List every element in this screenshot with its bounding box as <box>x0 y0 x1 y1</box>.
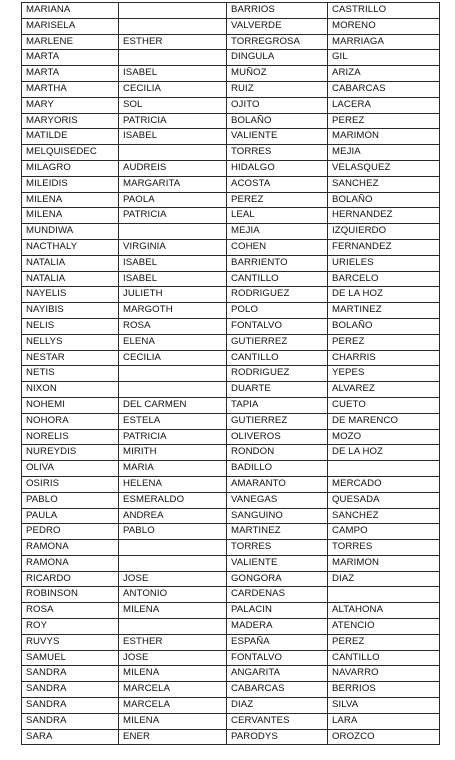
first-name-cell: PEDRO <box>22 524 119 540</box>
middle-name-cell <box>119 18 227 34</box>
first-surname-cell: FONTALVO <box>227 650 328 666</box>
middle-name-cell: SOL <box>119 97 227 113</box>
middle-name-cell <box>119 619 227 635</box>
middle-name-cell <box>119 555 227 571</box>
first-name-cell: NATALIA <box>22 255 119 271</box>
table-row <box>22 634 440 650</box>
second-surname-cell: BARCELO <box>328 271 440 287</box>
second-surname-cell: MERCADO <box>328 476 440 492</box>
second-surname-cell: MOZO <box>328 429 440 445</box>
first-name-cell: SANDRA <box>22 666 119 682</box>
table-row <box>22 397 440 413</box>
first-surname-cell: HIDALGO <box>227 160 328 176</box>
first-name-cell: NORELIS <box>22 429 119 445</box>
first-name-cell: MELQUISEDEC <box>22 145 119 161</box>
second-surname-cell: LARA <box>328 713 440 729</box>
middle-name-cell: HELENA <box>119 476 227 492</box>
table-row <box>22 603 440 619</box>
table-row <box>22 334 440 350</box>
first-surname-cell: VALIENTE <box>227 555 328 571</box>
second-surname-cell: BOLAÑO <box>328 192 440 208</box>
second-surname-cell <box>328 461 440 477</box>
table-row <box>22 303 440 319</box>
first-name-cell: MILAGRO <box>22 160 119 176</box>
table-row <box>22 413 440 429</box>
first-surname-cell: DUARTE <box>227 382 328 398</box>
first-surname-cell: MEJIA <box>227 224 328 240</box>
first-name-cell: MUNDIWA <box>22 224 119 240</box>
first-name-cell: MARIANA <box>22 3 119 19</box>
first-surname-cell: DIAZ <box>227 698 328 714</box>
first-surname-cell: SANGUINO <box>227 508 328 524</box>
middle-name-cell: MARGOTH <box>119 303 227 319</box>
first-name-cell: NAYELIS <box>22 287 119 303</box>
middle-name-cell: ESMERALDO <box>119 492 227 508</box>
middle-name-cell <box>119 50 227 66</box>
first-surname-cell: RODRIGUEZ <box>227 366 328 382</box>
table-row <box>22 129 440 145</box>
middle-name-cell <box>119 145 227 161</box>
second-surname-cell: CASTRILLO <box>328 3 440 19</box>
table-row <box>22 176 440 192</box>
table-row <box>22 666 440 682</box>
first-surname-cell: TAPIA <box>227 397 328 413</box>
first-surname-cell: TORREGROSA <box>227 34 328 50</box>
first-surname-cell: BARRIENTO <box>227 255 328 271</box>
middle-name-cell: MARCELA <box>119 698 227 714</box>
table-row <box>22 50 440 66</box>
first-surname-cell: GONGORA <box>227 571 328 587</box>
second-surname-cell: MORENO <box>328 18 440 34</box>
first-name-cell: MARY <box>22 97 119 113</box>
first-surname-cell: CABARCAS <box>227 682 328 698</box>
second-surname-cell: PEREZ <box>328 634 440 650</box>
second-surname-cell <box>328 587 440 603</box>
second-surname-cell: SANCHEZ <box>328 176 440 192</box>
second-surname-cell: BERRIOS <box>328 682 440 698</box>
first-name-cell: ROSA <box>22 603 119 619</box>
table-row <box>22 587 440 603</box>
first-surname-cell: RONDON <box>227 445 328 461</box>
middle-name-cell: JOSE <box>119 571 227 587</box>
table-row <box>22 66 440 82</box>
middle-name-cell: ESTHER <box>119 34 227 50</box>
second-surname-cell: OROZCO <box>328 729 440 745</box>
second-surname-cell: CHARRIS <box>328 350 440 366</box>
first-name-cell: NELLYS <box>22 334 119 350</box>
first-surname-cell: RUIZ <box>227 81 328 97</box>
table-row <box>22 287 440 303</box>
second-surname-cell: CUETO <box>328 397 440 413</box>
table-row <box>22 682 440 698</box>
middle-name-cell <box>119 3 227 19</box>
table-row <box>22 713 440 729</box>
first-surname-cell: OLIVEROS <box>227 429 328 445</box>
second-surname-cell: DE LA HOZ <box>328 287 440 303</box>
first-surname-cell: GUTIERREZ <box>227 334 328 350</box>
middle-name-cell: CECILIA <box>119 81 227 97</box>
first-surname-cell: ESPAÑA <box>227 634 328 650</box>
middle-name-cell: PABLO <box>119 524 227 540</box>
middle-name-cell: ANTONIO <box>119 587 227 603</box>
table-row <box>22 382 440 398</box>
middle-name-cell <box>119 540 227 556</box>
first-surname-cell: COHEN <box>227 239 328 255</box>
table-row <box>22 366 440 382</box>
first-surname-cell: BARRIOS <box>227 3 328 19</box>
first-name-cell: MILENA <box>22 208 119 224</box>
first-surname-cell: TORRES <box>227 540 328 556</box>
middle-name-cell: ISABEL <box>119 255 227 271</box>
first-surname-cell: GUTIERREZ <box>227 413 328 429</box>
middle-name-cell: ANDREA <box>119 508 227 524</box>
second-surname-cell: DE MARENCO <box>328 413 440 429</box>
first-name-cell: SANDRA <box>22 698 119 714</box>
table-row <box>22 461 440 477</box>
first-name-cell: MARTHA <box>22 81 119 97</box>
table-row <box>22 350 440 366</box>
middle-name-cell: ESTHER <box>119 634 227 650</box>
first-name-cell: RAMONA <box>22 555 119 571</box>
first-name-cell: RUVYS <box>22 634 119 650</box>
middle-name-cell: MILENA <box>119 713 227 729</box>
first-surname-cell: TORRES <box>227 145 328 161</box>
first-surname-cell: BADILLO <box>227 461 328 477</box>
first-surname-cell: MUÑOZ <box>227 66 328 82</box>
first-name-cell: SANDRA <box>22 713 119 729</box>
table-row <box>22 81 440 97</box>
second-surname-cell: PEREZ <box>328 334 440 350</box>
first-name-cell: ROY <box>22 619 119 635</box>
first-name-cell: MARLENE <box>22 34 119 50</box>
first-surname-cell: ACOSTA <box>227 176 328 192</box>
first-name-cell: OLIVA <box>22 461 119 477</box>
first-name-cell: NIXON <box>22 382 119 398</box>
second-surname-cell: GIL <box>328 50 440 66</box>
first-surname-cell: RODRIGUEZ <box>227 287 328 303</box>
second-surname-cell: DE LA HOZ <box>328 445 440 461</box>
second-surname-cell: URIELES <box>328 255 440 271</box>
middle-name-cell: ELENA <box>119 334 227 350</box>
middle-name-cell: JOSE <box>119 650 227 666</box>
second-surname-cell: DIAZ <box>328 571 440 587</box>
first-surname-cell: POLO <box>227 303 328 319</box>
first-name-cell: MILENA <box>22 192 119 208</box>
table-row <box>22 555 440 571</box>
first-name-cell: OSIRIS <box>22 476 119 492</box>
table-row <box>22 208 440 224</box>
table-row <box>22 3 440 19</box>
second-surname-cell: MARRIAGA <box>328 34 440 50</box>
middle-name-cell: MARGARITA <box>119 176 227 192</box>
first-name-cell: NELIS <box>22 318 119 334</box>
first-name-cell: MATILDE <box>22 129 119 145</box>
table-row <box>22 145 440 161</box>
first-name-cell: PABLO <box>22 492 119 508</box>
middle-name-cell: AUDREIS <box>119 160 227 176</box>
middle-name-cell <box>119 366 227 382</box>
first-surname-cell: PEREZ <box>227 192 328 208</box>
table-row <box>22 34 440 50</box>
table-row <box>22 571 440 587</box>
first-name-cell: ROBINSON <box>22 587 119 603</box>
table-row <box>22 619 440 635</box>
second-surname-cell: CABARCAS <box>328 81 440 97</box>
first-surname-cell: VALVERDE <box>227 18 328 34</box>
middle-name-cell: PATRICIA <box>119 429 227 445</box>
first-name-cell: NUREYDIS <box>22 445 119 461</box>
table-row <box>22 160 440 176</box>
first-surname-cell: CANTILLO <box>227 271 328 287</box>
first-name-cell: NACTHALY <box>22 239 119 255</box>
table-row <box>22 224 440 240</box>
first-name-cell: NATALIA <box>22 271 119 287</box>
table-row <box>22 318 440 334</box>
names-table <box>21 2 440 745</box>
middle-name-cell: PATRICIA <box>119 113 227 129</box>
second-surname-cell: IZQUIERDO <box>328 224 440 240</box>
names-table-body <box>22 3 440 745</box>
second-surname-cell: QUESADA <box>328 492 440 508</box>
middle-name-cell: ENER <box>119 729 227 745</box>
second-surname-cell: MARIMON <box>328 555 440 571</box>
second-surname-cell: ARIZA <box>328 66 440 82</box>
middle-name-cell: MARCELA <box>119 682 227 698</box>
second-surname-cell: MARTINEZ <box>328 303 440 319</box>
table-row <box>22 524 440 540</box>
first-name-cell: MARISELA <box>22 18 119 34</box>
table-row <box>22 540 440 556</box>
first-surname-cell: FONTALVO <box>227 318 328 334</box>
first-surname-cell: MADERA <box>227 619 328 635</box>
second-surname-cell: MARIMON <box>328 129 440 145</box>
table-row <box>22 476 440 492</box>
first-name-cell: NOHORA <box>22 413 119 429</box>
first-name-cell: MARTA <box>22 50 119 66</box>
middle-name-cell <box>119 382 227 398</box>
second-surname-cell: PEREZ <box>328 113 440 129</box>
second-surname-cell: LACERA <box>328 97 440 113</box>
first-surname-cell: DINGULA <box>227 50 328 66</box>
table-row <box>22 271 440 287</box>
first-name-cell: NAYIBIS <box>22 303 119 319</box>
table-row <box>22 18 440 34</box>
second-surname-cell: ALVAREZ <box>328 382 440 398</box>
middle-name-cell: MARIA <box>119 461 227 477</box>
middle-name-cell: ISABEL <box>119 271 227 287</box>
second-surname-cell: HERNANDEZ <box>328 208 440 224</box>
middle-name-cell: ESTELA <box>119 413 227 429</box>
first-surname-cell: LEAL <box>227 208 328 224</box>
first-name-cell: MARYORIS <box>22 113 119 129</box>
middle-name-cell: MILENA <box>119 603 227 619</box>
second-surname-cell: CAMPO <box>328 524 440 540</box>
middle-name-cell: MIRITH <box>119 445 227 461</box>
middle-name-cell: PAOLA <box>119 192 227 208</box>
first-surname-cell: OJITO <box>227 97 328 113</box>
first-surname-cell: PARODYS <box>227 729 328 745</box>
first-name-cell: NESTAR <box>22 350 119 366</box>
first-surname-cell: VANEGAS <box>227 492 328 508</box>
second-surname-cell: VELASQUEZ <box>328 160 440 176</box>
table-row <box>22 445 440 461</box>
first-name-cell: SANDRA <box>22 682 119 698</box>
first-surname-cell: ANGARITA <box>227 666 328 682</box>
second-surname-cell: BOLAÑO <box>328 318 440 334</box>
second-surname-cell: ATENCIO <box>328 619 440 635</box>
middle-name-cell: DEL CARMEN <box>119 397 227 413</box>
second-surname-cell: CANTILLO <box>328 650 440 666</box>
first-surname-cell: BOLAÑO <box>227 113 328 129</box>
table-row <box>22 429 440 445</box>
table-row <box>22 650 440 666</box>
middle-name-cell: ROSA <box>119 318 227 334</box>
table-row <box>22 729 440 745</box>
table-row <box>22 698 440 714</box>
second-surname-cell: FERNANDEZ <box>328 239 440 255</box>
middle-name-cell: ISABEL <box>119 129 227 145</box>
first-name-cell: NOHEMI <box>22 397 119 413</box>
second-surname-cell: YEPES <box>328 366 440 382</box>
table-row <box>22 97 440 113</box>
first-name-cell: MARTA <box>22 66 119 82</box>
middle-name-cell: CECILIA <box>119 350 227 366</box>
first-surname-cell: PALACIN <box>227 603 328 619</box>
table-row <box>22 239 440 255</box>
first-name-cell: SARA <box>22 729 119 745</box>
first-surname-cell: MARTINEZ <box>227 524 328 540</box>
first-surname-cell: AMARANTO <box>227 476 328 492</box>
first-surname-cell: VALIENTE <box>227 129 328 145</box>
first-name-cell: SAMUEL <box>22 650 119 666</box>
table-row <box>22 192 440 208</box>
table-row <box>22 508 440 524</box>
table-row <box>22 113 440 129</box>
middle-name-cell: ISABEL <box>119 66 227 82</box>
first-name-cell: PAULA <box>22 508 119 524</box>
second-surname-cell: MEJIA <box>328 145 440 161</box>
second-surname-cell: NAVARRO <box>328 666 440 682</box>
middle-name-cell <box>119 224 227 240</box>
middle-name-cell: PATRICIA <box>119 208 227 224</box>
middle-name-cell: VIRGINIA <box>119 239 227 255</box>
second-surname-cell: TORRES <box>328 540 440 556</box>
second-surname-cell: SILVA <box>328 698 440 714</box>
names-sheet <box>21 2 439 745</box>
first-name-cell: RAMONA <box>22 540 119 556</box>
second-surname-cell: SANCHEZ <box>328 508 440 524</box>
middle-name-cell: MILENA <box>119 666 227 682</box>
table-row <box>22 492 440 508</box>
first-surname-cell: CERVANTES <box>227 713 328 729</box>
first-surname-cell: CARDENAS <box>227 587 328 603</box>
first-name-cell: MILEIDIS <box>22 176 119 192</box>
second-surname-cell: ALTAHONA <box>328 603 440 619</box>
middle-name-cell: JULIETH <box>119 287 227 303</box>
first-name-cell: RICARDO <box>22 571 119 587</box>
first-name-cell: NETIS <box>22 366 119 382</box>
table-row <box>22 255 440 271</box>
first-surname-cell: CANTILLO <box>227 350 328 366</box>
